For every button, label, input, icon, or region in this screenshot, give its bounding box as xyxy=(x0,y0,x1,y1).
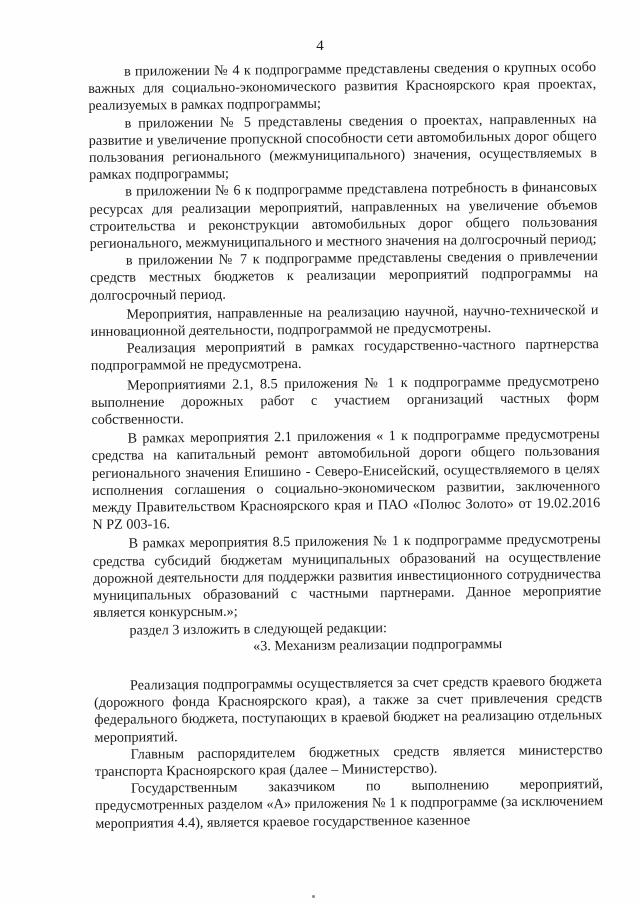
scan-speck xyxy=(312,895,315,898)
paragraph-main-manager: Главным распорядителем бюджетных средств является министерство транспорта Красноярского края (далее – Министерство). xyxy=(94,741,603,780)
page-number: 4 xyxy=(316,38,324,54)
section-3-heading: «3. Механизм реализации подпрограммы xyxy=(253,635,503,655)
section-3-intro: раздел 3 изложить в следующей редакции: xyxy=(129,619,388,639)
paragraph-public-private-partnership: Реализация мероприятий в рамках государственно-частного партнерства подпрограммой не предусмотрена. xyxy=(90,336,599,375)
paragraph-measure-8-5: В рамках мероприятия 8.5 приложения № 1 к подпрограмме предусмотрены средства субсидий бюджетам муниципальных образований на осуществление дорожной деятельности для поддержки развития инвестиционного сотрудничества муниципальных образований с частными партнерами. Данное мероприятие является конкурсным.»; xyxy=(92,531,602,622)
paragraph-appendix-6: в приложении № 6 к подпрограмме представлена потребность в финансовых ресурсах для реализации мероприятий, направленных на увеличение объемов строительства и реконструкции автомобильных дорог общего пользования регионального, межмуниципального и местного значения на долгосрочный период; xyxy=(89,179,598,253)
paragraph-state-customer: Государственным заказчиком по выполнению мероприятий, предусмотренных разделом «А» приложения № 1 к подпрограмме (за исключением мероприятия 4.4), является краевое государственное казенное xyxy=(95,776,604,832)
paragraph-scientific-activity: Мероприятия, направленные на реализацию научной, научно-технической и инновационной деятельности, подпрограммой не предусмотрены. xyxy=(90,301,599,341)
paragraph-appendix-4: в приложении № 4 к подпрограмме представлены сведения о крупных особо важных для социально-экономического развития Красноярского края проектах, реализуемых в рамках подпрограммы; xyxy=(88,59,597,115)
paragraph-measure-2-1: В рамках мероприятия 2.1 приложения « 1 к подпрограмме предусмотрены средства на капитальный ремонт автомобильной дороги общего пользования регионального значения Епишино - Северо-Енисейский, осуществляемого в целях исполнения соглашения о социально-экономическом развитии, заключенного между Правительством Красноярского края и ПАО «Полюс Золото» от 19.02.2016 N PZ 003-16. xyxy=(91,426,601,534)
paragraph-funding-sources: Реализация подпрограммы осуществляется за счет средств краевого бюджета (дорожного фонда Красноярского края), а также за счет привлечения средств федерального бюджета, поступающих в краевой бюджет на реализацию отдельных мероприятий. xyxy=(94,673,603,746)
paragraph-appendix-5: в приложении № 5 представлены сведения о проектах, направленных на развитие и увеличение пропускной способности сети автомобильных дорог общего пользования регионального (межмуниципального) значения, осуществляемых в рамках подпрограммы; xyxy=(88,110,597,184)
document-body xyxy=(88,59,603,833)
paragraph-appendix-7: в приложении № 7 к подпрограмме представлены сведения о привлечении средств местных бюджетов к реализации мероприятий подпрограммы на долгосрочный период. xyxy=(89,248,599,304)
paragraph-measures-2-1-8-5: Мероприятиями 2.1, 8.5 приложения № 1 к подпрограмме предусмотрено выполнение дорожных работ с участием организаций частных форм собственности. xyxy=(91,372,600,429)
